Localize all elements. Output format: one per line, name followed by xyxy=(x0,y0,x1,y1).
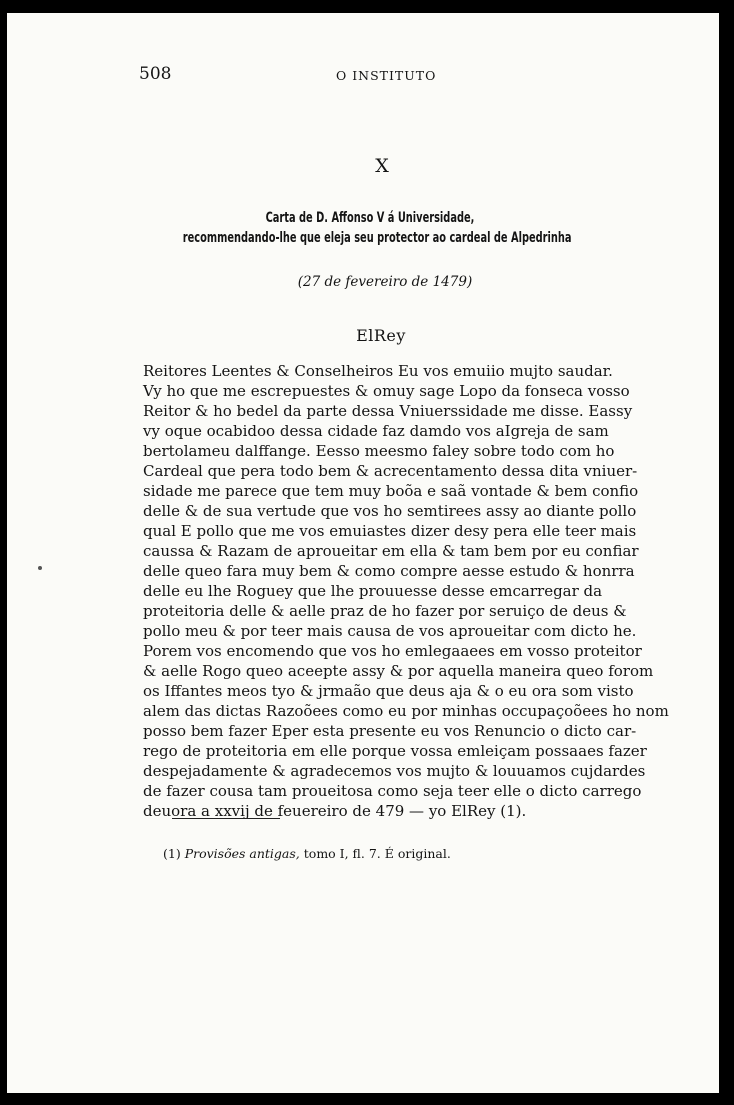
sender-name: ElRey xyxy=(356,326,406,345)
body-line: caussa & Razam de aproueitar em ella & tam bem por eu confiar xyxy=(143,542,639,560)
body-line: rego de proteitoria em elle porque vossa emleiçam possaaes fazer xyxy=(143,742,647,760)
body-line: Porem vos encomendo que vos ho emlegaaees em vosso proteitor xyxy=(143,642,642,660)
body-line: alem das dictas Razoõees como eu por minhas occupaçoõees ho nom xyxy=(143,702,669,720)
body-line: de fazer cousa tam proueitosa como seja teer elle o dicto carrego xyxy=(143,782,642,800)
document-title xyxy=(130,208,610,248)
body-line: & aelle Rogo queo aceepte assy & por aquella maneira queo forom xyxy=(143,662,654,680)
title-line: Carta de D. Affonso V á Universidade, xyxy=(265,210,475,226)
footnote-source-title: Provisões antigas, xyxy=(184,846,300,861)
section-numeral: X xyxy=(375,155,389,177)
body-line: Reitor & ho bedel da parte dessa Vniuerssidade me disse. Eassy xyxy=(143,402,633,420)
body-line: os Iffantes meos tyo & jrmaão que deus aja & o eu ora som visto xyxy=(143,682,634,700)
body-line: proteitoria delle & aelle praz de ho fazer por seruiço de deus & xyxy=(143,602,627,620)
footnote xyxy=(163,846,451,861)
body-line: deuora a xxvij de feuereiro de 479 — yo ElRey (1). xyxy=(143,802,527,820)
title-line: recommendando-lhe que eleja seu protector ao cardeal de Alpedrinha xyxy=(182,230,572,246)
body-line: pollo meu & por teer mais causa de vos aproueitar com dicto he. xyxy=(143,622,637,640)
running-title: O INSTITUTO xyxy=(336,68,437,83)
body-line: posso bem fazer Eper esta presente eu vos Renuncio o dicto car- xyxy=(143,722,637,740)
body-line: delle & de sua vertude que vos ho semtirees assy ao diante pollo xyxy=(143,502,637,520)
ink-speck xyxy=(38,566,42,570)
footnote-divider xyxy=(172,818,280,819)
page-header xyxy=(139,64,579,94)
footnote-reference: tomo I, fl. 7. É original. xyxy=(303,846,451,861)
footnote-marker: (1) xyxy=(163,846,181,861)
body-line: Vy ho que me escrepuestes & omuy sage Lopo da fonseca vosso xyxy=(143,382,630,400)
body-line: bertolameu dalffange. Eesso meesmo faley sobre todo com ho xyxy=(143,442,615,460)
body-line: Cardeal que pera todo bem & acrecentamento dessa dita vniuer- xyxy=(143,462,638,480)
date-line: (27 de fevereiro de 1479) xyxy=(297,274,473,290)
body-line: Reitores Leentes & Conselheiros Eu vos emuiio mujto saudar. xyxy=(143,362,613,380)
body-line: delle queo fara muy bem & como compre aesse estudo & honrra xyxy=(143,562,635,580)
body-line: vy oque ocabidoo dessa cidade faz damdo vos aIgreja de sam xyxy=(143,422,609,440)
body-line: sidade me parece que tem muy boõa e saã vontade & bem confio xyxy=(143,482,639,500)
letter-body xyxy=(143,361,669,821)
body-line: qual E pollo que me vos emuiastes dizer desy pera elle teer mais xyxy=(143,522,637,540)
body-line: delle eu lhe Roguey que lhe prouuesse desse emcarregar da xyxy=(143,582,603,600)
body-line: despejadamente & agradecemos vos mujto & louuamos cujdardes xyxy=(143,762,646,780)
page-number: 508 xyxy=(139,64,172,84)
